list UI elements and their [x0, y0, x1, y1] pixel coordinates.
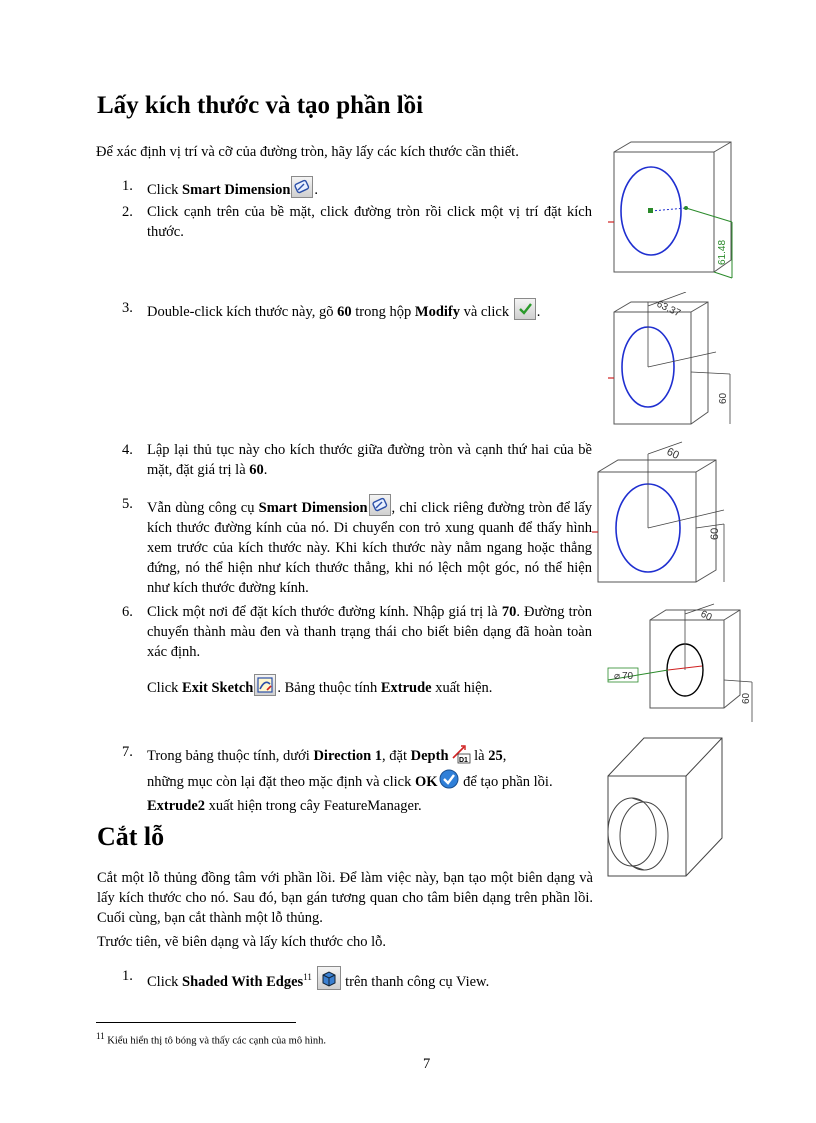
- footnote-divider: [96, 1022, 296, 1023]
- smart-dimension-icon[interactable]: [369, 494, 391, 516]
- figure-circle-dimension-3: [590, 440, 730, 585]
- step-number: 2.: [122, 204, 133, 220]
- figure-circle-dimension-4: [600, 600, 760, 725]
- svg-text:D1: D1: [458, 757, 468, 764]
- dimension-label: 60: [709, 527, 721, 540]
- depth-icon[interactable]: [449, 742, 471, 764]
- ok-icon[interactable]: [438, 768, 460, 790]
- section-heading-dimension: Lấy kích thước và tạo phần lồi: [97, 92, 424, 119]
- svg-text:⌀: ⌀: [614, 671, 621, 682]
- cut-hole-intro: Trước tiên, vẽ biên dạng và lấy kích thước cho lỗ.: [97, 934, 387, 950]
- cut-hole-step-1: Click Shaded With Edges$^{11}$ trên thanh công cụ View.: [147, 966, 592, 992]
- step-7: Trong bảng thuộc tính, dưới Direction 1, đặt Depth D1 là 25, những mục còn lại đặt theo mặc định và click OK để tạo phần lồi. Extrude2 xuất hiện trong cây FeatureManager.: [147, 742, 592, 818]
- figure-circle-dimension-1: [606, 140, 736, 280]
- step-1: Click Smart Dimension .: [147, 176, 592, 200]
- shaded-with-edges-icon[interactable]: [317, 966, 341, 990]
- step-number: 5.: [122, 496, 133, 512]
- page-number: 7: [423, 1056, 431, 1072]
- check-icon[interactable]: [514, 298, 536, 320]
- dimension-label: 61.48: [717, 239, 728, 265]
- cut-hole-paragraph: Cắt một lỗ thủng đồng tâm với phần lồi. Để làm việc này, bạn tạo một biên dạng và lấy kích thước cho nó. Sau đó, bạn gán tương quan cho tâm biên dạng trên phần lồi. Cuối cùng, bạn cắt thành một lỗ thủng.: [97, 870, 593, 926]
- intro-text: Để xác định vị trí và cỡ của đường tròn, hãy lấy các kích thước cần thiết.: [96, 144, 519, 160]
- exit-sketch-icon[interactable]: [254, 674, 276, 696]
- step-3: Double-click kích thước này, gõ 60 trong hộp Modify và click .: [147, 298, 592, 322]
- step-2: Click cạnh trên của bề mặt, click đường tròn rồi click một vị trí đặt kích thước.: [147, 204, 592, 240]
- step-6: Click một nơi để đặt kích thước đường kính. Nhập giá trị là 70. Đường tròn chuyển thành màu đen và thanh trạng thái cho biết biên dạng đã hoàn toàn xác định.: [147, 604, 592, 660]
- step-number: 4.: [122, 442, 133, 458]
- dimension-label: 60: [664, 445, 681, 462]
- figure-circle-dimension-2: [606, 292, 736, 430]
- footnote: $^{11}$ Kiểu hiển thị tô bóng và thấy các cạnh của mô hình.: [96, 1031, 326, 1047]
- dimension-label: 63.37: [654, 298, 683, 320]
- dimension-label: 60: [718, 392, 729, 404]
- section-heading-cut-hole: Cắt lỗ: [97, 822, 165, 851]
- dimension-label: 60: [741, 692, 752, 704]
- dimension-label: 60: [698, 608, 714, 624]
- step-number: 6.: [122, 604, 133, 620]
- step-4: Lập lại thủ tục này cho kích thước giữa đường tròn và cạnh thứ hai của bề mặt, đặt giá trị là 60.: [147, 442, 592, 478]
- step-number: 3.: [122, 300, 133, 316]
- figure-extruded-boss: [604, 736, 728, 878]
- step-number: 1.: [122, 968, 133, 984]
- step-5: Vẫn dùng công cụ Smart Dimension , chỉ click riêng đường tròn để lấy kích thước đường kính của nó. Di chuyển con trỏ xung quanh để thấy hình xem trước của kích thước này. Khi kích thước này nằm ngang hoặc thẳng đứng, nó thể hiện như kích thước thẳng, khi nó lệch một góc, nó thể hiện như kích thước đường kính.: [147, 494, 592, 598]
- dimension-label: 70: [622, 671, 634, 682]
- step-6-exit-sketch: Click Exit Sketch . Bảng thuộc tính Extrude xuất hiện.: [147, 674, 592, 698]
- step-number: 1.: [122, 178, 133, 194]
- step-number: 7.: [122, 744, 133, 760]
- smart-dimension-icon[interactable]: [291, 176, 313, 198]
